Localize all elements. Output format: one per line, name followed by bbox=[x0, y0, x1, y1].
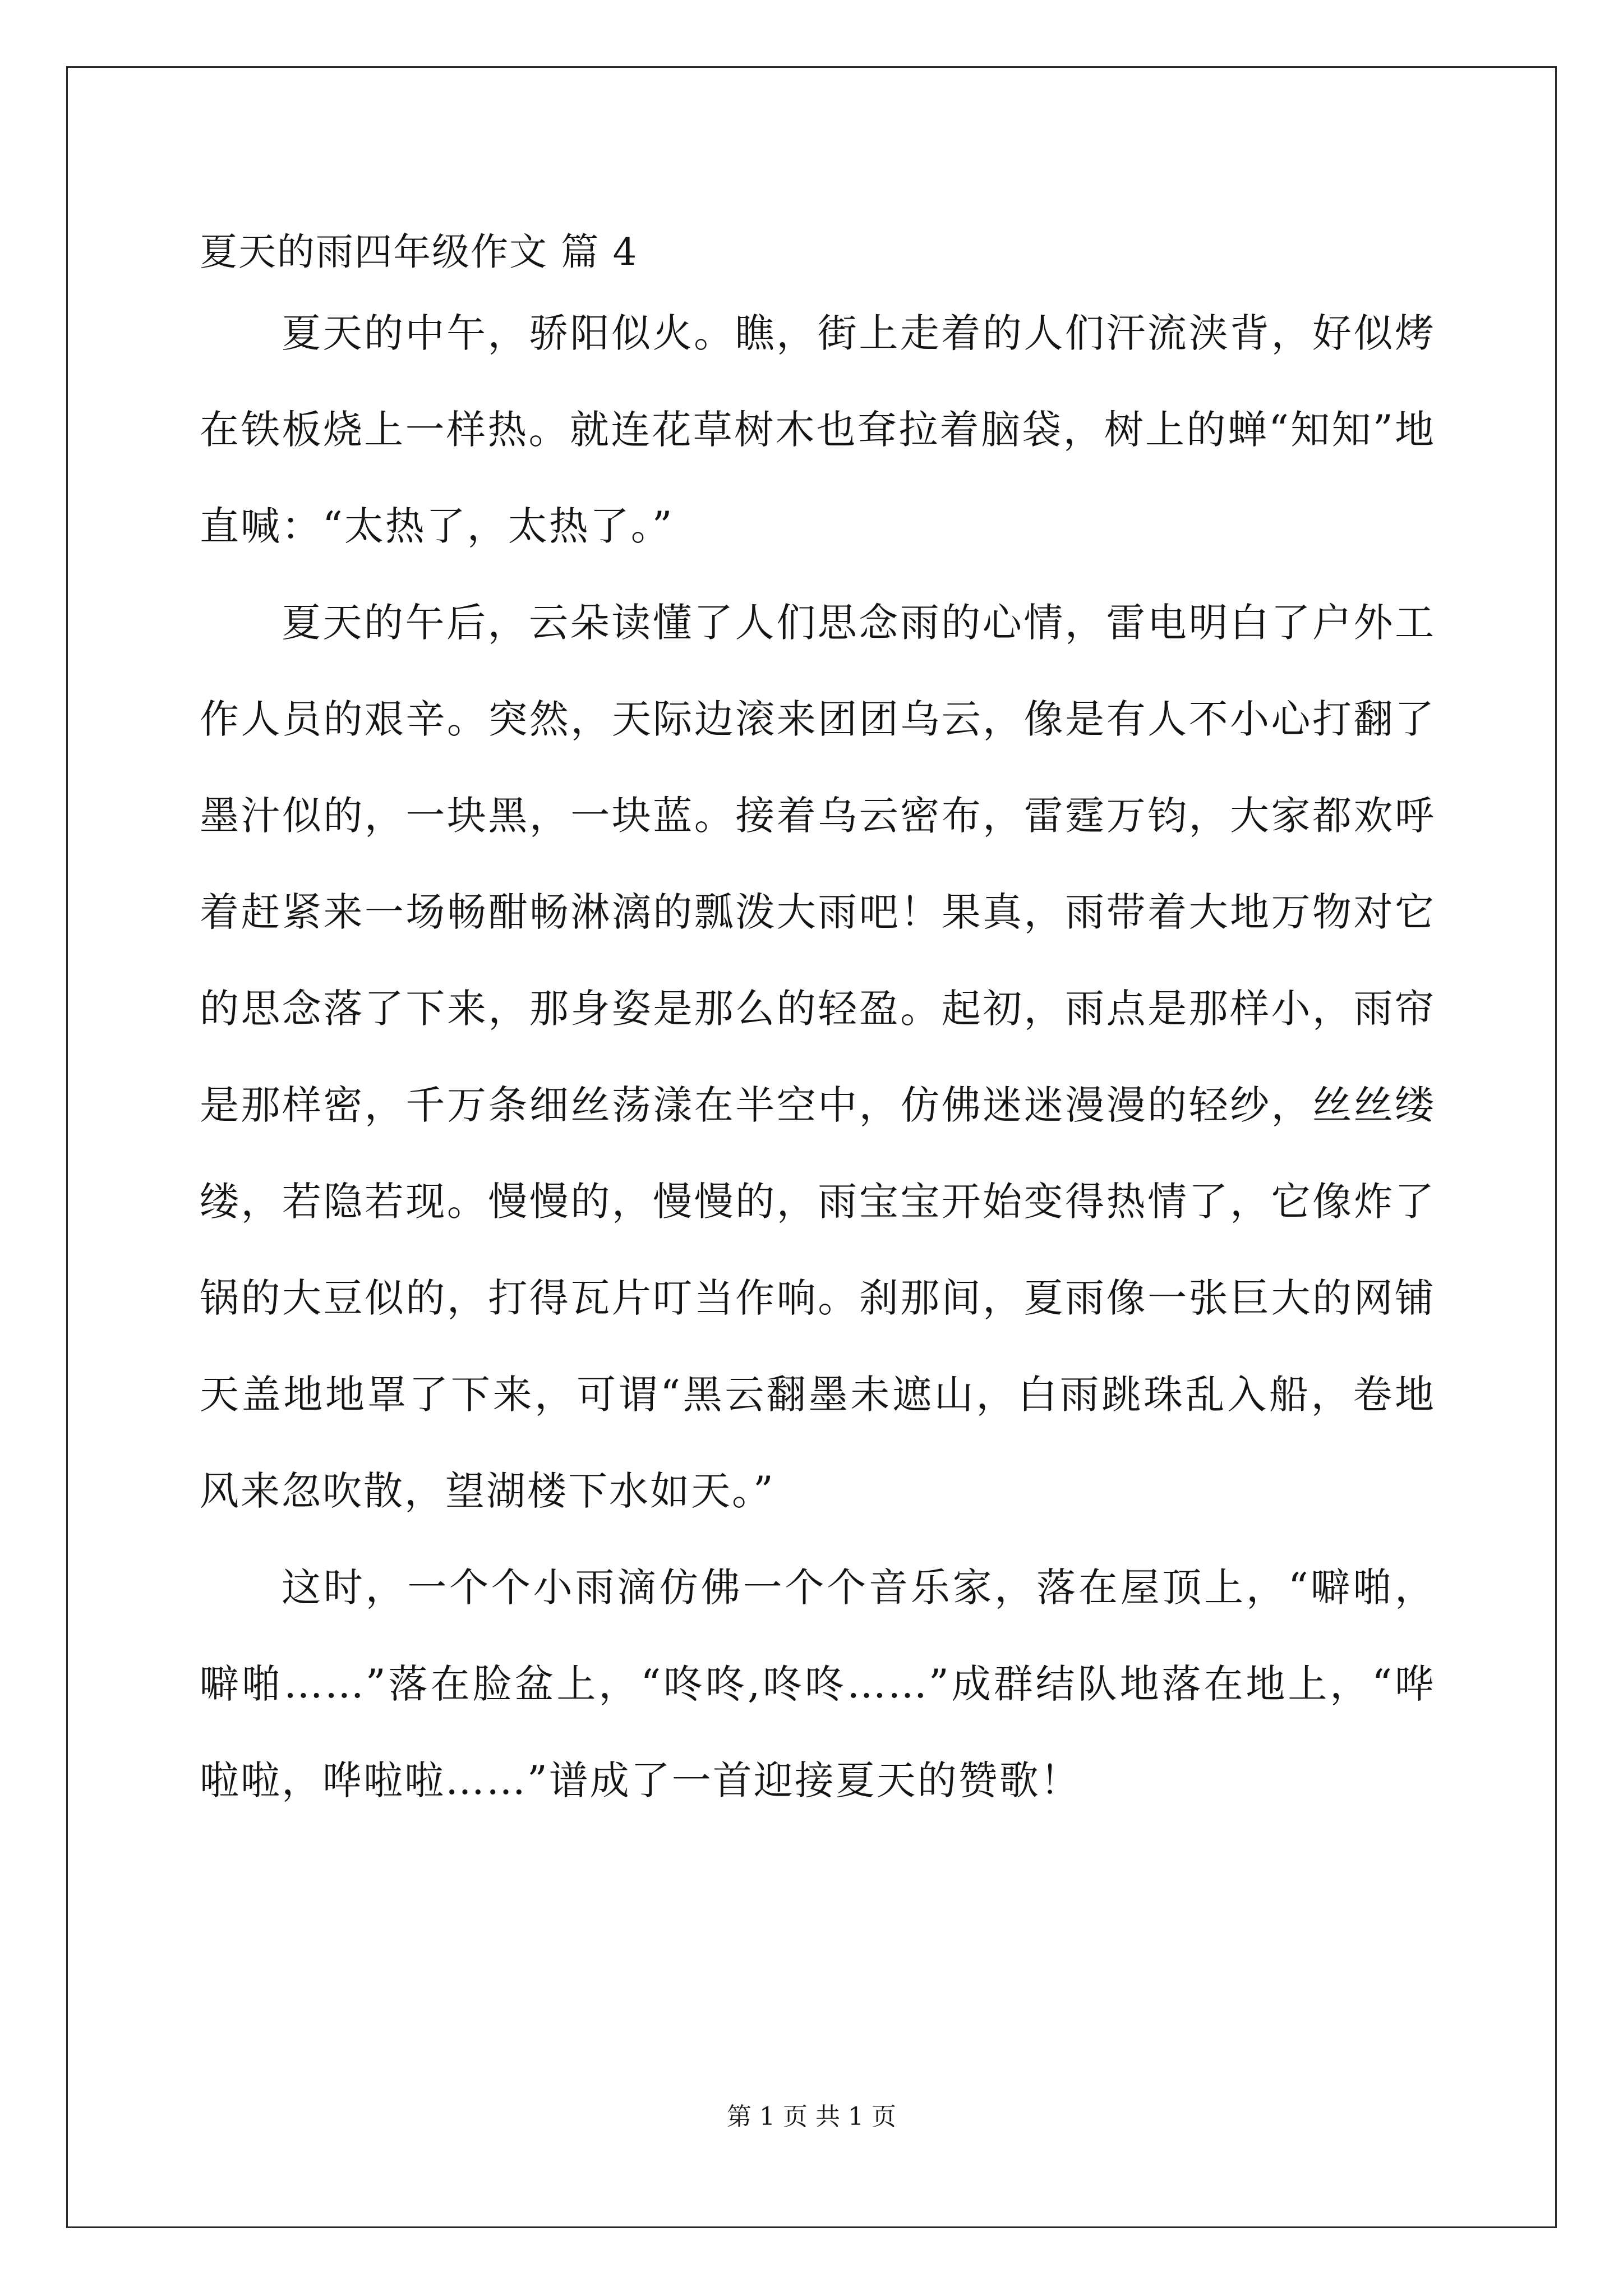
document-body bbox=[200, 285, 1436, 1829]
paragraph-2: 夏天的午后，云朵读懂了人们思念雨的心情，雷电明白了户外工作人员的艰辛。突然，天际边滚来团团乌云，像是有人不小心打翻了墨汁似的，一块黑，一块蓝。接着乌云密布，雷霆万钧，大家都欢呼着赶紧来一场畅酣畅淋漓的瓢泼大雨吧！果真，雨带着大地万物对它的思念落了下来，那身姿是那么的轻盈。起初，雨点是那样小，雨帘是那样密，千万条细丝荡漾在半空中，仿佛迷迷漫漫的轻纱，丝丝缕缕，若隐若现。慢慢的，慢慢的，雨宝宝开始变得热情了，它像炸了锅的大豆似的，打得瓦片叮当作响。刹那间，夏雨像一张巨大的网铺天盖地地罩了下来，可谓“黑云翻墨未遮山，白雨跳珠乱入船，卷地风来忽吹散，望湖楼下水如天。” bbox=[200, 600, 1436, 1514]
paragraph-1: 夏天的中午，骄阳似火。瞧，街上走着的人们汗流浃背，好似烤在铁板烧上一样热。就连花草树木也耷拉着脑袋，树上的蝉“知知”地直喊：“太热了，太热了。” bbox=[200, 310, 1436, 549]
document-title: 夏天的雨四年级作文 篇 4 bbox=[200, 230, 638, 274]
paragraph-3: 这时，一个个小雨滴仿佛一个个音乐家，落在屋顶上，“噼啪，噼啪……”落在脸盆上，“咚咚,咚咚……”成群结队地落在地上，“哗啦啦，哗啦啦……”谱成了一首迎接夏天的赞歌！ bbox=[200, 1565, 1436, 1803]
page-number-footer: 第 1 页 共 1 页 bbox=[727, 2102, 896, 2131]
